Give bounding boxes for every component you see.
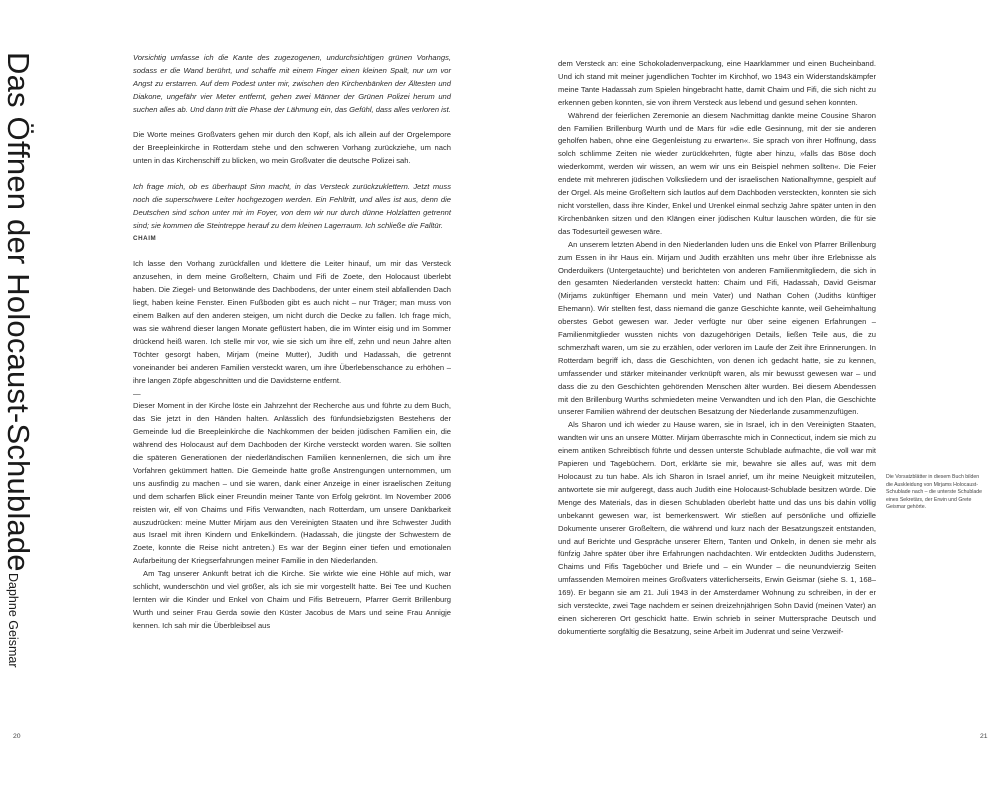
book-title: Das Öffnen der Holocaust-Schublade — [1, 52, 36, 572]
page-number-left: 20 — [13, 733, 21, 740]
paragraph: An unserem letzten Abend in den Niederlanden luden uns die Enkel von Pfarrer Brillenburg zum Essen in ihr Haus ein. Mirjam und Judith erzählten uns mehr über ihre Erlebnisse als Onderduikers (Untergetauchte) und berichteten von anderen Familienmitgliedern, die sich in den gesamten Niederlanden versteckt hatten: Chaim und Fifi, Hadassah, David Geismar (Mirjams zukünftiger Ehemann und mein Vater) und Nathan Cohen (Judiths künftiger Ehemann). Wir stellten fest, dass niemand die ganze Geschichte kannte, weil Geheimhaltung oberstes Gebot gewesen war. Jeder verfügte nur über seine eigenen Erfahrungen – Familienmitglieder wussten nichts von dazugehörigen Details, ließen Teile aus, die zu schmerzhaft waren, um sie zu erzählen, oder verloren im Laufe der Zeit ihre Erinnerungen. In Rotterdam begriff ich, dass die Geschichten, von denen ich gedacht hatte, sie zu kennen, umfassender und stärker miteinander verknüpft waren, als mir bewusst gewesen war – und dass die zu den Geschichten gehörenden Menschen älter wurden. Bei diesem Abendessen mit den Brillenburg Wurths schmiedeten meine Verwandten und ich den Plan, die Geschichte unserer Familien während der deutschen Besatzung der Niederlande zusammenzufügen. — [558, 239, 876, 417]
quote-signature: CHAIM — [133, 234, 157, 242]
paragraph: Ich lasse den Vorhang zurückfallen und klettere die Leiter hinauf, um mir das Versteck anzusehen, in dem meine Großeltern, Chaim und Fifi de Zoete, den Holocaust überlebt haben. Die Ziegel- und Betonwände des Dachbodens, der unter einem steil abfallenden Dach liegt, haben keine Fenster. Einen Fußboden gibt es auch nicht – nur Träger; man muss von einem Balken auf den anderen steigen, um nicht durch die Decke zu fallen. Ich frage mich, was sie während dieser langen Monate geflüstert haben, die im Winter eisig und im Sommer drückend heiß waren. Ich stelle mir vor, wie sie sich um ihre elf, zehn und neun Jahre alten Töchter gesorgt haben, Mirjam (meine Mutter), Judith und Hadassah, die getrennt voneinander bei anderen Familien versteckt waren, um ihre Überlebenschance zu erhöhen – ihre langen Zöpfe abgeschnitten und die Davidsterne entfernt. — [133, 259, 451, 385]
book-author-vertical — [4, 573, 24, 693]
paragraph: dem Versteck an: eine Schokoladenverpackung, eine Haarklammer und einen Bucheinband. Und ich stand mit meiner jugendlichen Tochter im Kirchhof, wo 1943 ein Widerstandskämpfer meine Tante Hadassah zum Spielen hingebracht hatte, damit Chaim und Fifi, die sich nicht zu erkennen geben konnten, sie von ihrem Versteck aus lebend und gesund sehen konnten. — [558, 59, 876, 107]
paragraph: Als Sharon und ich wieder zu Hause waren, sie in Israel, ich in den Vereinigten Staaten, wandten wir uns an unsere Mütter. Mirjam überraschte mich in Connecticut, indem sie mich zu einem antiken Schreibtisch führte und dessen unterste Schublade aufmachte, die voll war mit Papieren und Tagebüchern. Dort, erklärte sie mir, bewahre sie alles auf, was mit dem Holocaust zu tun habe. Als ich Sharon in Israel anrief, um ihr meine Neuigkeit mitzuteilen, antwortete sie mir aufgeregt, dass auch Judith eine Holocaust-Schublade besitzen würde. Die Menge des Materials, das in diesen Schubladen überlebt hatte und das uns bis dahin völlig unbekannt gewesen war, ist bemerkenswert. Wir stießen auf persönliche und offizielle Dokumente unserer Großeltern, die während und kurz nach der Besatzungszeit entstanden, und auf Berichte und Gespräche unserer Eltern, Tanten und Onkeln, in denen sie mehr als fünfzig Jahre später über ihre Erfahrungen nachdachten. Wir entdeckten Judiths Judenstern, Chaims und Fifis Tagebücher und Briefe und – ein Wunder – die neunundvierzig Seiten umfassenden Memoiren meines Großvaters väterlicherseits, Erwin Geismar (siehe S. 1, 168–169). Er begann sie am 21. Juli 1943 in der Amsterdamer Wohnung zu schreiben, in der er sich versteckte, zwei Tage nachdem er seinen dreizehnjährigen Sohn David (meinen Vater) an einen sichereren Ort geschickt hatte. Erwin schrieb in seiner Muttersprache Deutsch und dokumentierte sorgfältig die Besatzung, seine Arbeit im Judenrat und seine Verzweif- — [558, 420, 876, 636]
book-title-vertical — [2, 52, 42, 572]
paragraph: Dieser Moment in der Kirche löste ein Jahrzehnt der Recherche aus und führte zu dem Buch, das Sie jetzt in den Händen halten. Anlässlich des fünfundsiebzigsten Bestehens der Gemeinde lud die Breepleinkirche die Nachkommen der beiden jüdischen Familien ein, die während des Holocaust auf dem Dachboden der Kirche versteckt worden waren. Sie sollten die späteren Generationen der niederländischen Familien kennenlernen, die sich um ihre Vorfahren gekümmert hatten. Die Gemeinde hatte große Anstrengungen unternommen, um uns ausfindig zu machen – und sie waren, dank einer Anzeige in einer israelischen Zeitung und dem scharfen Blick einer Freundin meiner Tante von Erfolg gekrönt. Im November 2006 reisten wir, elf von Chaims und Fifis Verwandten, nach Rotterdam, um unsere Dankbarkeit auszudrücken: meine Mutter Mirjam aus den Vereinigten Staaten und ihre Schwester Judith aus Israel mit ihren Kindern und Enkelkindern. (Hadassah, die jüngste der Schwestern de Zoete, konnte die Reise nicht antreten.) Es war der Beginn einer tiefen und emotionalen Aufarbeitung der Kriegserfahrungen meiner Familie in den Niederlanden. — [133, 401, 451, 566]
paragraph: Die Worte meines Großvaters gehen mir durch den Kopf, als ich allein auf der Orgelempore der Breepleinkirche in Rotterdam stehe und den schweren Vorhang zurückziehe, um nach unten in das Kirchenschiff zu blicken, wo mein Großvater die deutsche Polizei sah. — [133, 130, 451, 166]
paragraph-italic-quote: Vorsichtig umfasse ich die Kante des zugezogenen, undurchsichtigen grünen Vorhangs, sodass er die Wand berührt, und schaffe mit einem Finger einen kleinen Spalt, nur um vor Angst zu erstarren. Auf dem Podest unter mir, zwischen den Kirchenbänken der Ältesten und Diakone, ungefähr vier Meter entfernt, gehen zwei Männer der Grünen Polizei herum und suchen alles ab. Und dann tritt die Phase der Lähmung ein, das Gefühl, dass alles verloren ist. — [133, 53, 451, 114]
book-author: Daphne Geismar — [6, 573, 20, 668]
paragraph: Während der feierlichen Zeremonie an diesem Nachmittag dankte meine Cousine Sharon den Familien Brillenburg Wurth und de Mars für »die edle Gesinnung, mit der sie anderen geholfen haben, ohne eine Gegenleistung zu erwarten«. Sie sprach von ihrer Hoffnung, dass solch schlimme Zeiten nie wieder zurückkehrten, fügte aber hinzu, »falls das Böse doch wiederkommt, werden wir wissen, an wem wir uns ein Beispiel nehmen sollten«. Die Feier endete mit mehreren jüdischen Volksliedern und der israelischen Nationalhymne, gespielt auf der Orgel. Als meine Großeltern sich lautlos auf dem Dachboden versteckten, konnten sie sich nicht vorstellen, dass ihre Kinder, Enkel und Urenkel einmal sechzig Jahre später unten in den Kirchenbänken sitzen und den Klängen einer jüdischen Kultur lauschen würden, die für sie das Todesurteil gewesen wäre. — [558, 110, 876, 236]
margin-note: Die Vorsatzblätter in diesem Buch bilden die Auskleidung von Mirjams Holocaust-Schublade nach – die unterste Schublade eines Sekretärs, der Erwin und Grete Geismar gehörte. — [886, 474, 983, 511]
right-page-text-column — [558, 58, 876, 639]
paragraph-italic-quote: Ich frage mich, ob es überhaupt Sinn macht, in das Versteck zurückzuklettern. Jetzt muss noch die superschwere Leiter hochgezogen werden. Ein Fehltritt, und alles ist aus, denn die Deutschen sind schon unter mir im Foyer, von dem wir nur durch dünne Holzlatten getrennt sind; sie kommen die Steintreppe herauf zu dem kleinen Lagerraum. Ich schließe die Falltür. — [133, 182, 451, 230]
left-page-text-column — [133, 52, 451, 633]
section-divider: — — [133, 388, 141, 398]
page-number-right: 21 — [980, 733, 988, 740]
paragraph: Am Tag unserer Ankunft betrat ich die Kirche. Sie wirkte wie eine Höhle auf mich, war schlicht, wunderschön und viel größer, als ich sie mir vorgestellt hatte. Bei Tee und Kuchen lernten wir die Kinder und Enkel von Chaim und Fifis Betreuern, Pfarrer Gerrit Brillenburg Wurth und seiner Frau Gerda sowie den Küster Jacobus de Mars und seine Frau Annigje kennen. Ich sah mir die Überbleibsel aus — [133, 569, 451, 630]
